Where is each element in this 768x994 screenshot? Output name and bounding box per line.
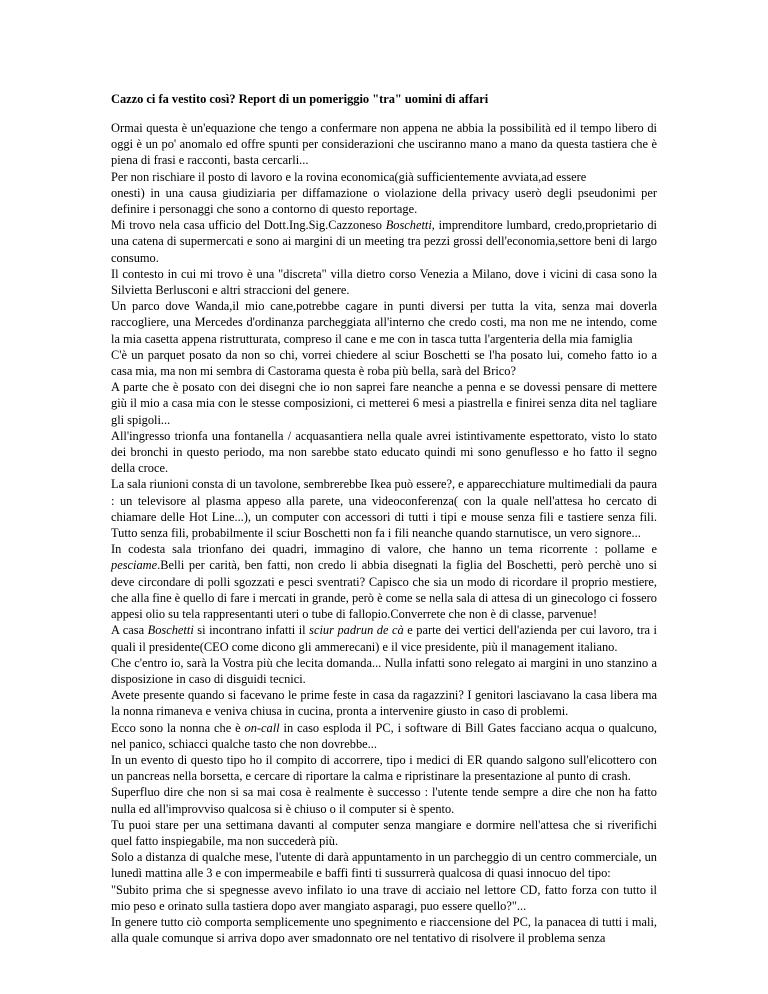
italic-name: Boschetti, — [385, 218, 435, 233]
italic-phrase: sciur padrun de cà — [309, 623, 404, 638]
text-run: A casa — [111, 623, 145, 638]
italic-name: Boschetti — [147, 623, 194, 638]
paragraph: onesti) in una causa giudiziaria per diffamazione o violazione della privacy userò degli pseudonimi per definire i personaggi che sono a contorno di questo reportage. — [111, 185, 657, 217]
paragraph — [111, 622, 657, 654]
paragraph: C'è un parquet posato da non so chi, vorrei chiedere al sciur Boschetti se l'ha posato lui, comeho fatto io a casa mia, ma non mi sembra di Castorama questa è roba più bella, sarà del Brico? — [111, 347, 657, 379]
paragraph — [111, 541, 657, 622]
paragraph: Che c'entro io, sarà la Vostra più che lecita domanda... Nulla infatti sono relegato ai margini in uno stanzino a disposizione in caso di disguidi tecnici. — [111, 655, 657, 686]
paragraph: Solo a distanza di qualche mese, l'utente di darà appuntamento in un parcheggio di un centro commerciale, un lunedì mattina alle 3 e con impermeabile e baffi finti ti sussurrerà qualcosa di quasi innocuo del tipo: — [111, 850, 657, 881]
text-run: .Belli per carità, ben fatti, non credo li abbia disegnati la figlia del Boschetti, però perchè uno si deve circondare di polli sgozzati e pesci sventrati? Capisco che sia un modo di ricordare il proprio mestiere, che alla fine è quello di fare i mercati in grande, però è come se nella sala di attesa di un ginecologo ci fossero appesi olio su tela rappresentanti uteri o tube di fallopio.Converrete che non è di classe, parvenue! — [111, 558, 657, 622]
text-run: Ecco sono la nonna che è — [111, 720, 241, 735]
text-run: si incontrano infatti il — [197, 623, 306, 638]
document-title: Cazzo ci fa vestito così? Report di un pomeriggio "tra" uomini di affari — [111, 92, 489, 106]
paragraph: In genere tutto ciò comporta semplicemente uno spegnimento e riaccensione del PC, la panacea di tutti i mali, alla quale comunque si arriva dopo aver smadonnato ore nel tentativo di risolvere il problema senza — [111, 914, 657, 946]
italic-word: on-call — [244, 720, 280, 735]
paragraph: Il contesto in cui mi trovo è una "discreta" villa dietro corso Venezia a Milano, dove i vicini di casa sono la Silvietta Berlusconi e altri straccioni del genere. — [111, 266, 657, 298]
text-run: imprenditore lumbard, credo,proprietario di una catena di supermercati e sono ai margini di un meeting tra pezzi grossi dell'economia,settore beni di largo consumo. — [111, 218, 657, 265]
text-run: In codesta sala trionfano dei quadri, immagino di valore, che hanno un tema ricorrente : pollame e — [111, 542, 657, 557]
paragraph: A parte che è posato con dei disegni che io non saprei fare neanche a penna e se dovessi pensare di mettere giù il mio a casa mia con le stesse composizioni, ci metterei 6 mesi a piastrella e finirei senza dita nel tagliare gli spigoli... — [111, 380, 657, 427]
paragraph: Per non rischiare il posto di lavoro e la rovina economica(già sufficientemente avviata,ad essere — [111, 169, 587, 184]
paragraph: All'ingresso trionfa una fontanella / acquasantiera nella quale avrei istintivamente espettorato, visto lo stato dei bronchi in questo periodo, ma non sarebbe stato educato quindi mi sono genuflesso e ho fatto il segno della croce. — [111, 428, 657, 476]
text-run: Mi trovo nela casa ufficio del Dott.Ing.Sig.Cazzoneso — [111, 218, 382, 233]
text-run: e parte dei vertici dell'azienda per cui lavoro, tra i quali il presidente(CEO come dicono gli ammerecani) e il vice presidente, più il management italiano. — [111, 623, 657, 654]
paragraph — [111, 720, 657, 752]
paragraph — [111, 217, 657, 266]
paragraph: La sala riunioni consta di un tavolone, sembrerebbe Ikea può essere?, e apparecchiature multimediali da paura : un televisore al plasma appeso alla parete, una videoconferenza( con la quale nell'attesa ho cercato di chiamare delle Hot Line...), un computer con accessori di tutti i tipi e mouse senza fili e tastiere senza fili. Tutto senza fili, probabilmente il sciur Boschetti non fa i fili neanche quando starnutisce, un vero signore... — [111, 477, 657, 541]
paragraph: Superfluo dire che non si sa mai cosa è realmente è successo : l'utente tende sempre a dire che non ha fatto nulla ed all'improvviso qualcosa si è chiuso o il computer si è spento. — [111, 785, 657, 816]
paragraph: In un evento di questo tipo ho il compito di accorrere, tipo i medici di ER quando salgono sull'elicottero con un pancreas nella borsetta, e cercare di riportare la calma e ripristinare la presentazione al punto di crash. — [111, 752, 657, 784]
paragraph: Avete presente quando si facevano le prime feste in casa da ragazzini? I genitori lasciavano la casa libera ma la nonna rimaneva e veniva chiusa in cucina, pronta a intervenire giusto in caso di problemi. — [111, 688, 657, 719]
paragraph: Tu puoi stare per una settimana davanti al computer senza mangiare e dormire nell'attesa che si riverifichi quel fatto inspiegabile, ma non succederà più. — [111, 817, 657, 848]
document-page — [111, 92, 657, 946]
paragraph: Un parco dove Wanda,il mio cane,potrebbe cagare in punti diversi per tutta la vita, senza mai doverla raccogliere, una Mercedes d'ordinanza parcheggiata all'interno che credo costi, ma non me ne intendo, come la mia casetta appena ristrutturata, compreso il cane e me con in tasca tutta l'argenteria della mia famiglia — [111, 299, 657, 346]
italic-word: pesciame — [111, 558, 158, 573]
paragraph: Ormai questa è un'equazione che tengo a confermare non appena ne abbia la possibilità ed il tempo libero di oggi è un po' anomalo ed offre spunti per considerazioni che usciranno mano a mano da questa tastiera che è piena di frasi e racconti, basta cercarli... — [111, 121, 657, 168]
text-run: in caso esploda il PC, i software di Bill Gates facciano acqua o qualcuno, nel panico, schiacci qualche tasto che non dovrebbe... — [111, 720, 657, 751]
paragraph: "Subito prima che si spegnesse avevo infilato io una trave di acciaio nel lettore CD, fatto forza con tutto il mio peso e orinato sulla tastiera dopo aver mangiato asparagi, puo essere quello?"... — [111, 882, 657, 913]
